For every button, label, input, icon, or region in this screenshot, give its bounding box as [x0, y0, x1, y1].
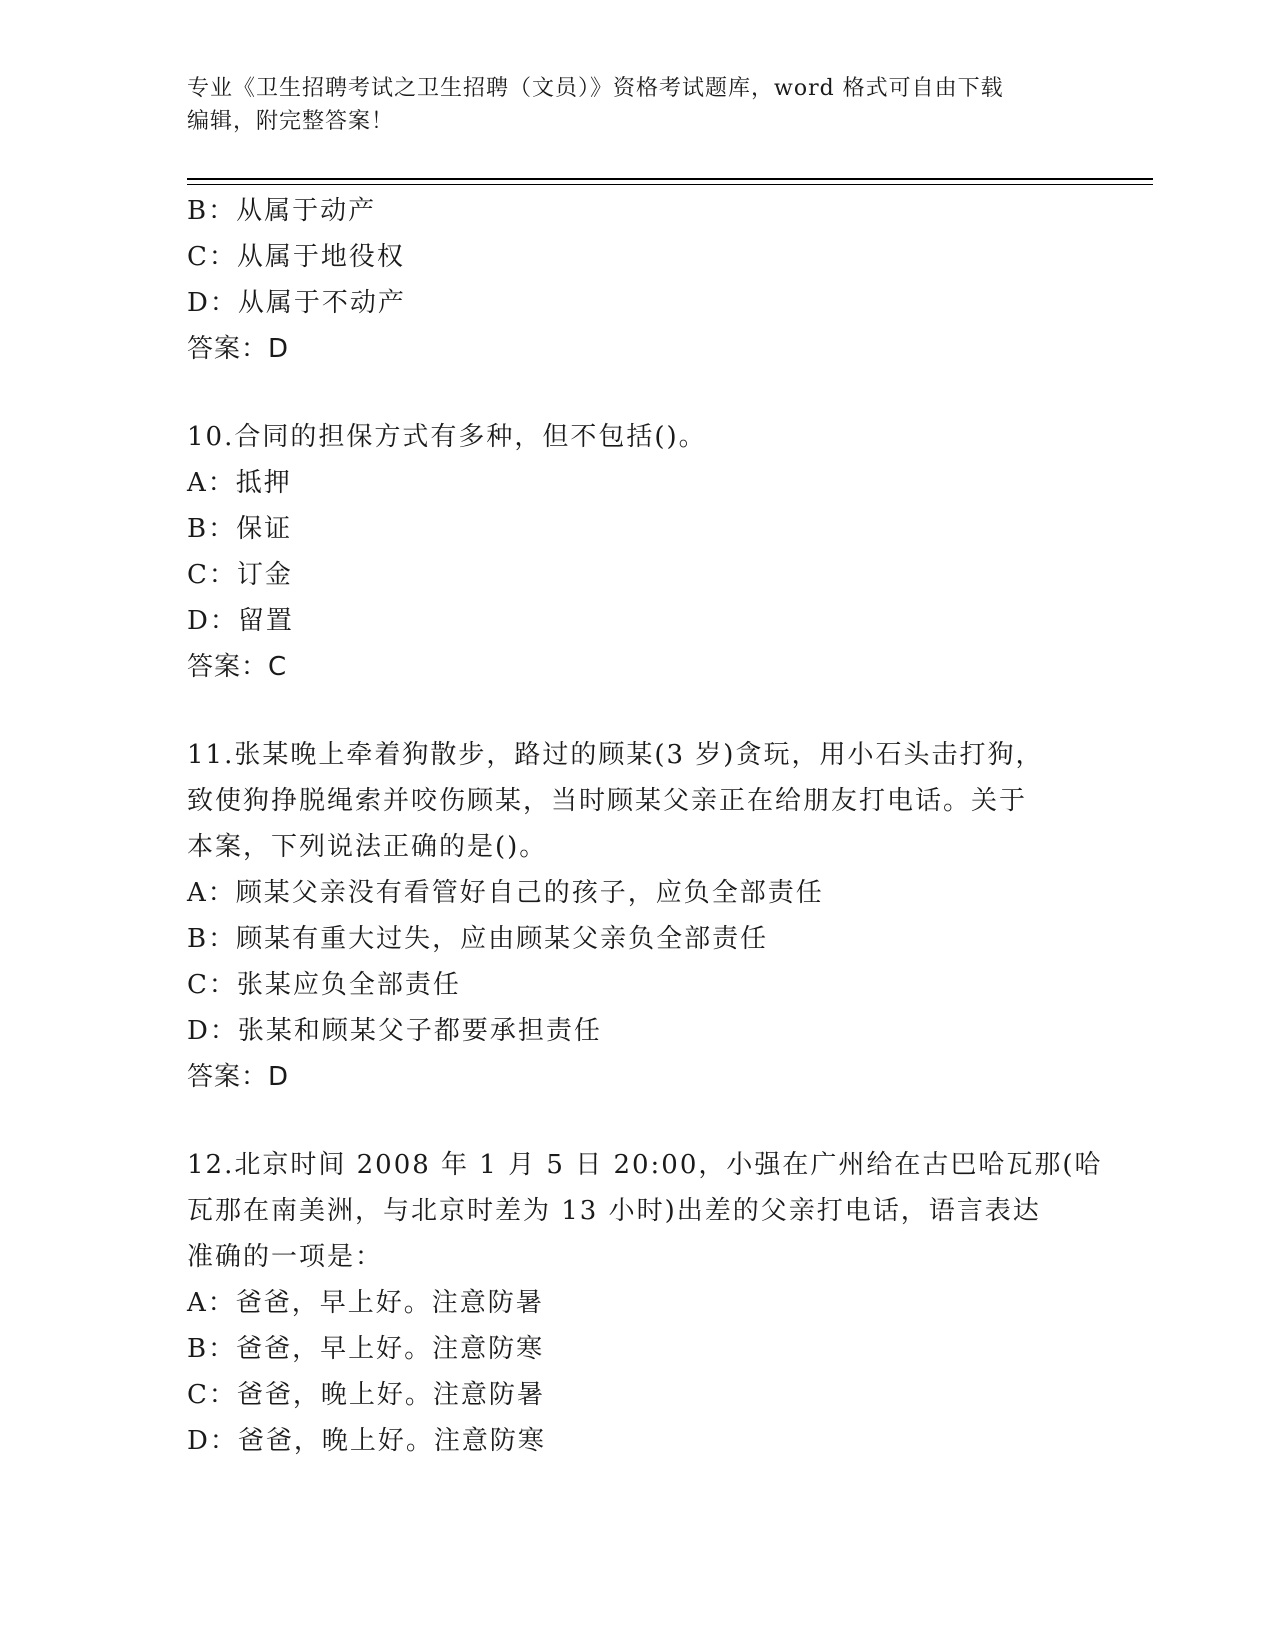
option-a: A：顾某父亲没有看管好自己的孩子，应负全部责任: [187, 878, 824, 908]
question-12: [187, 1142, 1103, 1464]
question-content: [187, 188, 1103, 1464]
header-line-2: 编辑，附完整答案！: [187, 109, 395, 134]
spacer: [187, 372, 1087, 414]
answer-line: 答案：D: [187, 334, 290, 364]
option-d: D：爸爸，晚上好。注意防寒: [187, 1426, 546, 1456]
question-stem-line-2: 致使狗挣脱绳索并咬伤顾某，当时顾某父亲正在给朋友打电话。关于: [187, 786, 1028, 816]
question-11: [187, 732, 1087, 1100]
option-c: C：爸爸，晚上好。注意防暑: [187, 1380, 545, 1410]
header-line-1: 专业《卫生招聘考试之卫生招聘（文员）》资格考试题库，word 格式可自由下载: [187, 76, 1004, 101]
header-divider-thin: [187, 184, 1153, 185]
option-b: B：顾某有重大过失，应由顾某父亲负全部责任: [187, 924, 769, 954]
option-b: B：保证: [187, 514, 293, 544]
option-b: B：从属于动产: [187, 196, 377, 226]
question-9-tail: [187, 188, 1087, 372]
question-stem: 10.合同的担保方式有多种，但不包括()。: [187, 422, 707, 452]
document-header: [187, 72, 1067, 138]
option-d: D：留置: [187, 606, 294, 636]
option-d: D：从属于不动产: [187, 288, 406, 318]
question-stem-line-3: 准确的一项是：: [187, 1242, 384, 1272]
option-c: C：订金: [187, 560, 293, 590]
option-b: B：爸爸，早上好。注意防寒: [187, 1334, 545, 1364]
answer-line: 答案：D: [187, 1062, 290, 1092]
option-c: C：张某应负全部责任: [187, 970, 461, 1000]
question-stem-line-1: 12.北京时间 2008 年 1 月 5 日 20:00，小强在广州给在古巴哈瓦那(哈: [187, 1150, 1103, 1180]
spacer: [187, 690, 1087, 732]
question-10: [187, 414, 1087, 690]
answer-line: 答案：C: [187, 652, 288, 682]
option-c: C：从属于地役权: [187, 242, 405, 272]
question-stem-line-2: 瓦那在南美洲，与北京时差为 13 小时)出差的父亲打电话，语言表达: [187, 1196, 1041, 1226]
spacer: [187, 1100, 1087, 1142]
option-a: A：爸爸，早上好。注意防暑: [187, 1288, 544, 1318]
header-divider-thick: [187, 178, 1153, 180]
question-stem-line-1: 11.张某晚上牵着狗散步，路过的顾某(3 岁)贪玩，用小石头击打狗，: [187, 740, 1044, 770]
question-stem-line-3: 本案，下列说法正确的是()。: [187, 832, 548, 862]
option-a: A：抵押: [187, 468, 292, 498]
option-d: D：张某和顾某父子都要承担责任: [187, 1016, 602, 1046]
